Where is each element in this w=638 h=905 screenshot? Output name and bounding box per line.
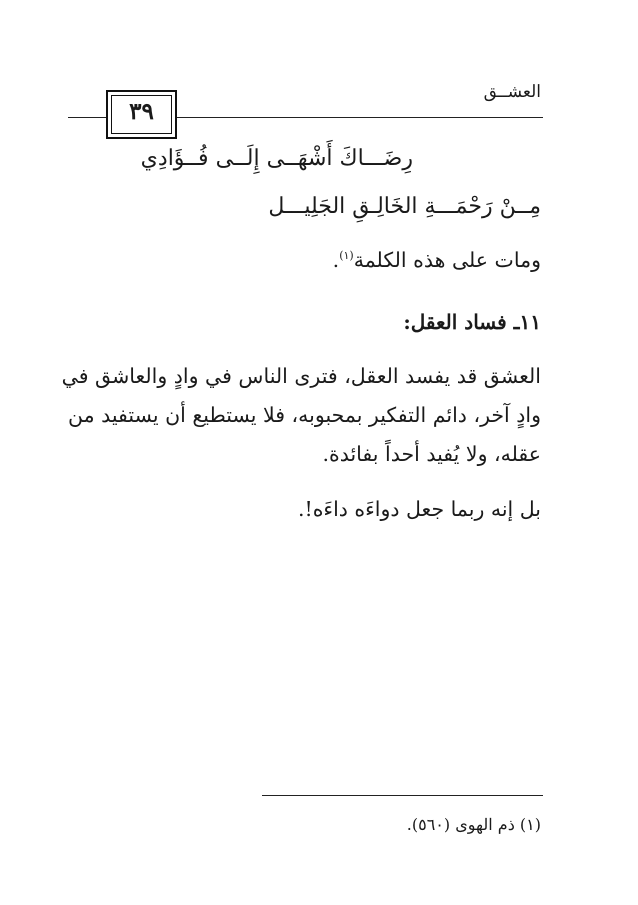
paragraph-1-line-3: عقله، ولا يُفيد أحداً بفائدة. bbox=[322, 442, 541, 466]
death-sentence-text: ومات على هذه الكلمة bbox=[353, 248, 541, 272]
paragraph-1-line-1: العشق قد يفسد العقل، فترى الناس في وادٍ والعاشق في bbox=[61, 364, 541, 388]
paragraph-1-line-2: وادٍ آخر، دائم التفكير بمحبوبه، فلا يستطيع أن يستفيد من bbox=[68, 403, 541, 427]
death-sentence bbox=[333, 248, 541, 272]
page-number: ٣٩ bbox=[129, 98, 154, 125]
running-title: العشــق bbox=[483, 82, 541, 102]
paragraph-2: بل إنه ربما جعل دواءَه داءَه!. bbox=[297, 497, 541, 521]
footnote-reference: (١) bbox=[339, 249, 354, 263]
death-sentence-end: . bbox=[332, 248, 340, 272]
footnote: (١) ذم الهوى (٥٦٠). bbox=[406, 815, 541, 834]
poem-line-2: مِــنْ رَحْمَـــةِ الخَالِـقِ الجَلِيـــل bbox=[268, 194, 541, 219]
section-heading: ١١ـ فساد العقل: bbox=[403, 310, 541, 334]
footnote-rule bbox=[262, 795, 543, 796]
page-number-box bbox=[106, 90, 177, 139]
poem-line-1: رِضَـــاكَ أَشْهَــى إِلَــى فُــؤَادِي bbox=[140, 146, 413, 171]
